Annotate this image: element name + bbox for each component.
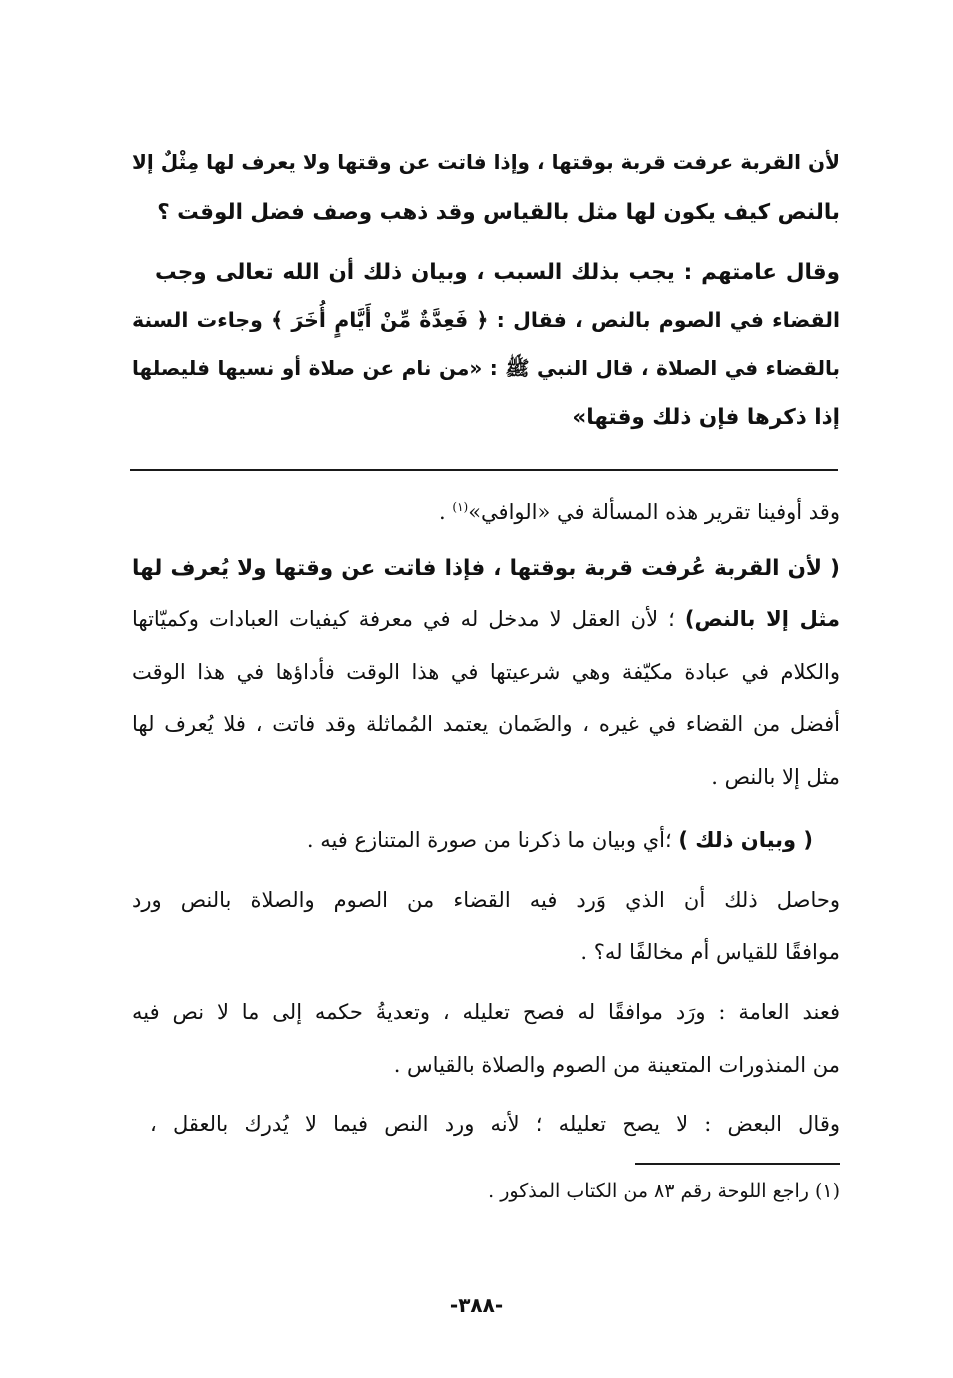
matn-line-3: وقال عامتهم : يجب بذلك السبب ، وبيان ذلك أن الله تعالى وجب	[155, 260, 840, 285]
sharh-intro-text: وقد أوفينا تقرير هذه المسألة في «الوافي»	[468, 500, 840, 524]
matn-line-6: إذا ذكرها فإن ذلك وقتها»	[572, 405, 840, 430]
matn-line-2: بالنص كيف يكون لها مثل بالقياس وقد ذهب وصف فضل الوقت ؟	[157, 200, 840, 225]
quote1-line-5: مثل إلا بالنص .	[711, 765, 840, 789]
footnote: (١) راجع اللوحة رقم ٨٣ من الكتاب المذكور .	[488, 1180, 840, 1202]
quote1-line-4: أفضل من القضاء في غيره ، والضَمان يعتمد المُماثلة وقد فاتت ، فلا يُعرف لها	[132, 712, 840, 736]
para3-line-2: موافقًا للقياس أم مخالفًا له؟ .	[580, 940, 840, 964]
matn-line-1: لأن القربة عرفت قربة بوقتها ، وإذا فاتت عن وقتها ولا يعرف لها مِثْلٌ إلا	[132, 150, 840, 174]
quote2-line	[133, 828, 813, 852]
para5-line: وقال البعض : لا يصح تعليله ؛ لأنه ورد النص فيما لا يُدرك بالعقل ،	[150, 1112, 840, 1136]
para3-line-1: وحاصل ذلك أن الذي وَرد فيه القضاء من الصوم والصلاة بالنص ورد	[132, 888, 840, 912]
quote1-line-2	[132, 607, 840, 631]
sharh-intro	[132, 500, 840, 524]
quote2-bold: ( وبيان ذلك )	[678, 828, 813, 852]
quote2-rest: ؛أي وبيان ما ذكرنا من صورة المتنازع فيه .	[306, 828, 679, 852]
footnote-divider	[635, 1163, 840, 1165]
matn-line-4: القضاء في الصوم بالنص ، فقال : ﴿ فَعِدَّةٌ مِّنْ أَيَّامٍ أُخَرَ ﴾ وجاءت السنة	[132, 308, 840, 332]
section-divider	[130, 469, 838, 471]
footnote-marker: (١)	[452, 500, 469, 514]
para4-line-1: فعند العامة : ورَد موافقًا له فصح تعليله ، وتعديةُ حكمه إلى ما لا نص فيه	[132, 1000, 840, 1024]
quote1-line-2-rest: ؛ لأن العقل لا مدخل له في معرفة كيفيات العبادات وكميّاتها	[132, 607, 685, 631]
quote1-line-2-bold: مثل إلا بالنص)	[684, 607, 840, 631]
matn-line-5: بالقضاء في الصلاة ، قال النبي ﷺ : «من نام عن صلاة أو نسيها فليصلها	[132, 356, 840, 380]
page-number: -٣٨٨-	[449, 1293, 504, 1317]
sharh-intro-tail: .	[439, 500, 453, 524]
quote1-line-1: ( لأن القربة عُرفت قربة بوقتها ، فإذا فاتت عن وقتها ولا يُعرف لها	[132, 556, 840, 581]
para4-line-2: من المنذورات المتعينة من الصوم والصلاة بالقياس .	[393, 1053, 840, 1077]
quote1-line-3: والكلام في عبادة مكيّفة وهي شرعيتها في هذا الوقت فأداؤها في هذا الوقت	[132, 660, 840, 684]
